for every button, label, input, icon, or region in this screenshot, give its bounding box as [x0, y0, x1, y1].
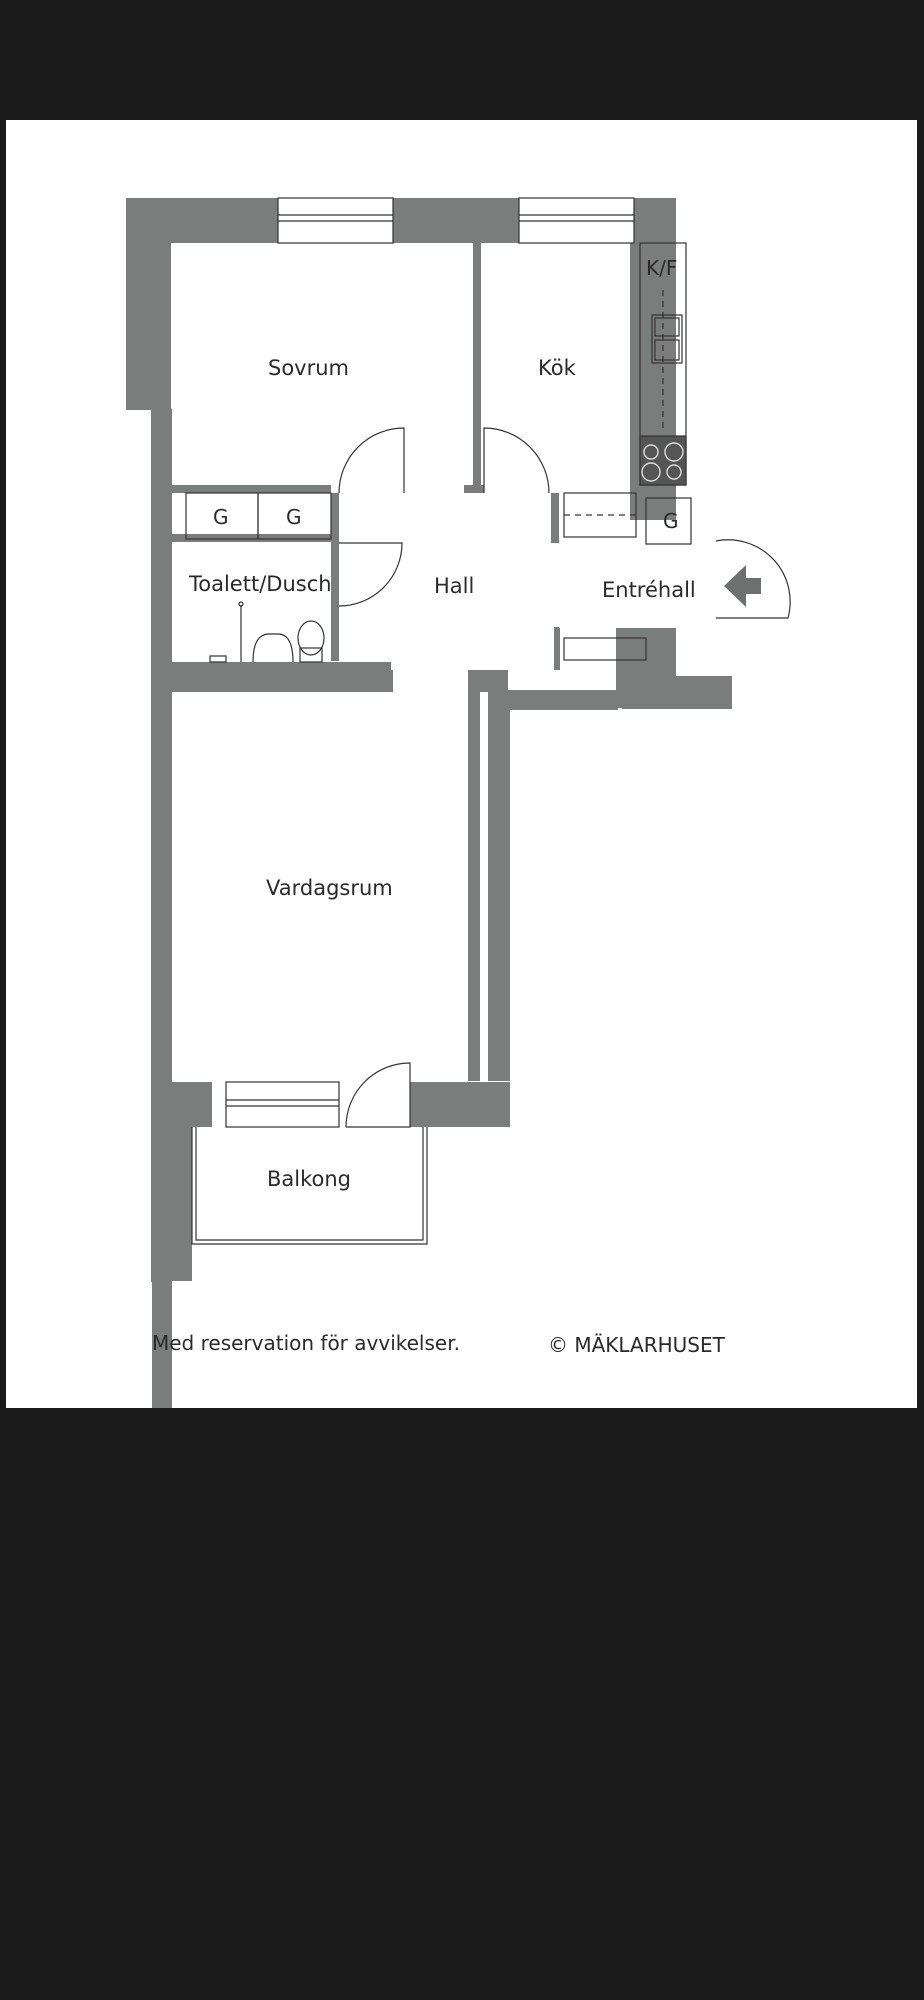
copyright-text: © MÄKLARHUSET	[548, 1333, 725, 1357]
room-label-balkong: Balkong	[267, 1167, 352, 1191]
floorplan-drawing	[6, 120, 917, 1408]
wardrobe-label-3: G	[663, 509, 679, 533]
room-label-vardagsrum: Vardagsrum	[266, 876, 393, 900]
wardrobe-label-1: G	[213, 505, 229, 529]
wardrobe-label-2: G	[286, 505, 302, 529]
floorplan-sheet	[6, 120, 917, 1408]
disclaimer-text: Med reservation för avvikelser.	[152, 1331, 460, 1355]
room-label-sovrum: Sovrum	[268, 356, 350, 380]
room-label-hall: Hall	[434, 574, 475, 598]
fridge-freezer-label: K/F	[646, 256, 678, 280]
entrance-arrow-icon	[724, 565, 761, 607]
room-label-entrehall: Entréhall	[602, 578, 696, 602]
room-label-kok: Kök	[538, 356, 576, 380]
room-label-toalett: Toalett/Dusch	[189, 572, 332, 596]
